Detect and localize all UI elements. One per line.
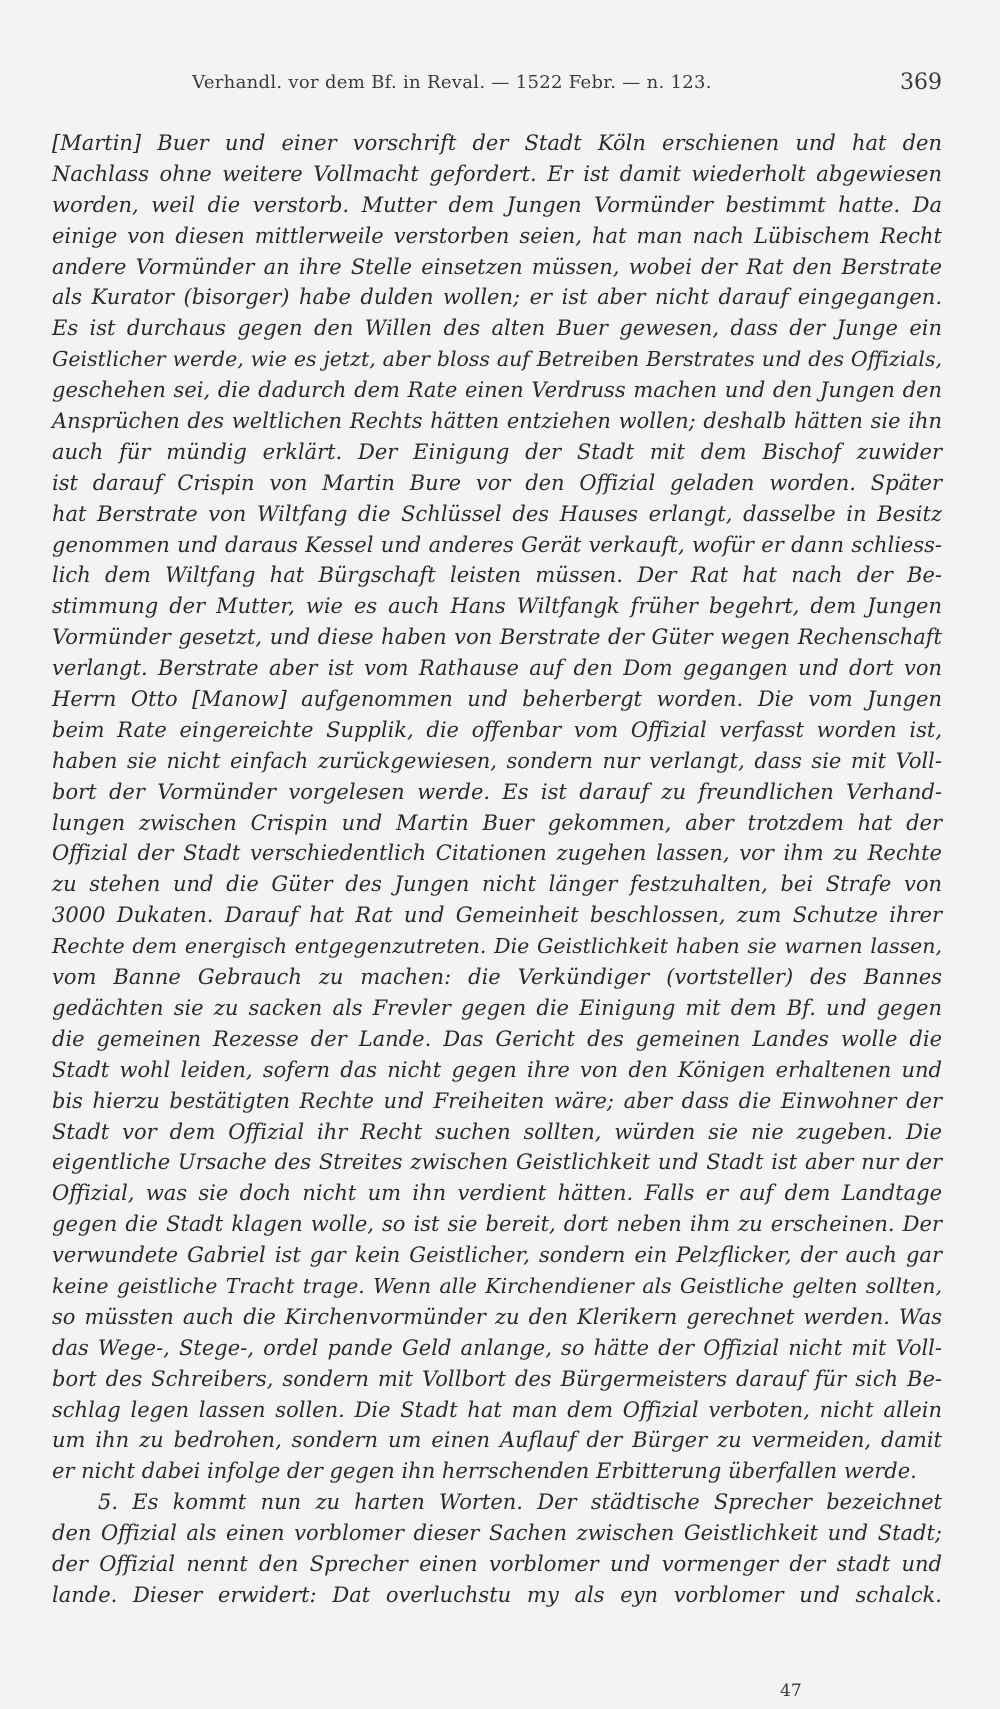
text-line: Stadt wohl leiden, sofern das nicht gegen ihre von den Königen erhaltenen und	[52, 1057, 942, 1082]
text-line: lungen zwischen Crispin und Martin Buer gekommen, aber trotzdem hat der	[52, 810, 942, 835]
text-line: hat Berstrate von Wiltfang die Schlüssel des Hauses erlangt, dasselbe in Besitz	[52, 501, 942, 526]
text-line: das Wege-, Stege-, ordel pande Geld anlange, so hätte der Offizial nicht mit Voll-	[52, 1335, 942, 1360]
text-line: Rechte dem energisch entgegenzutreten. Die Geistlichkeit haben sie warnen lassen,	[52, 934, 942, 959]
text-line: als Kurator (bisorger) habe dulden wollen; er ist aber nicht darauf eingegangen.	[52, 285, 942, 310]
text-line: den Offizial als einen vorblomer dieser Sachen zwischen Geistlichkeit und Stadt;	[52, 1521, 942, 1546]
page-header	[52, 72, 942, 112]
text-line: so müssten auch die Kirchenvormünder zu den Klerikern gerechnet werden. Was	[52, 1304, 942, 1329]
text-line: eigentliche Ursache des Streites zwischen Geistlichkeit und Stadt ist aber nur der	[52, 1150, 942, 1175]
text-line: lich dem Wiltfang hat Bürgschaft leisten müssen. Der Rat hat nach der Be-	[52, 563, 942, 588]
text-line: haben sie nicht einfach zurückgewiesen, sondern nur verlangt, dass sie mit Voll-	[52, 748, 942, 773]
text-line: Es ist durchaus gegen den Willen des alten Buer gewesen, dass der Junge ein	[52, 316, 942, 341]
text-line: geschehen sei, die dadurch dem Rate einen Verdruss machen und den Jungen den	[52, 378, 942, 403]
text-line: Herrn Otto [Manow] aufgenommen und beherbergt worden. Die vom Jungen	[52, 687, 942, 712]
text-line: Vormünder gesetzt, und diese haben von Berstrate der Güter wegen Rechenschaft	[52, 625, 942, 650]
text-line: um ihn zu bedrohen, sondern um einen Auflauf der Bürger zu vermeiden, damit	[52, 1428, 942, 1453]
text-line: er nicht dabei infolge der gegen ihn herrschenden Erbitterung überfallen werde.	[52, 1459, 917, 1484]
text-line: [Martin] Buer und einer vorschrift der Stadt Köln erschienen und hat den	[52, 131, 942, 155]
text-line: andere Vormünder an ihre Stelle einsetzen müssen, wobei der Rat den Berstrate	[52, 254, 942, 279]
text-line: verlangt. Berstrate aber ist vom Rathause auf den Dom gegangen und dort von	[52, 656, 942, 681]
text-line: verwundete Gabriel ist gar kein Geistlicher, sondern ein Pelzflicker, der auch gar	[52, 1243, 942, 1268]
text-line: stimmung der Mutter, wie es auch Hans Wiltfangk früher begehrt, dem Jungen	[52, 594, 942, 619]
text-line: Ansprüchen des weltlichen Rechts hätten entziehen wollen; deshalb hätten sie ihn	[52, 409, 942, 434]
text-line: auch für mündig erklärt. Der Einigung der Stadt mit dem Bischof zuwider	[52, 439, 942, 464]
text-line: bis hierzu bestätigten Rechte und Freiheiten wäre; aber dass die Einwohner der	[52, 1088, 942, 1113]
running-head: Verhandl. vor dem Bf. in Reval. — 1522 Febr. — n. 123.	[192, 72, 712, 93]
text-line: gedächten sie zu sacken als Frevler gegen die Einigung mit dem Bf. und gegen	[52, 995, 942, 1020]
text-line: zu stehen und die Güter des Jungen nicht länger festzuhalten, bei Strafe von	[52, 872, 942, 897]
text-line: ist darauf Crispin von Martin Bure vor den Offizial geladen worden. Später	[52, 470, 942, 495]
text-line: worden, weil die verstorb. Mutter dem Jungen Vormünder bestimmt hatte. Da	[52, 192, 942, 217]
signature-mark: 47	[780, 1681, 802, 1701]
text-line: Nachlass ohne weitere Vollmacht gefordert. Er ist damit wiederholt abgewiesen	[52, 161, 942, 186]
text-line: beim Rate eingereichte Supplik, die offenbar vom Offizial verfasst worden ist,	[52, 717, 942, 742]
text-line: lande. Dieser erwidert: Dat overluchstu my als eyn vorblomer und schalck.	[52, 1582, 942, 1607]
text-line: Stadt vor dem Offizial ihr Recht suchen sollten, würden sie nie zugeben. Die	[52, 1119, 942, 1144]
text-line: die gemeinen Rezesse der Lande. Das Gericht des gemeinen Landes wolle die	[52, 1026, 942, 1051]
text-line: 5. Es kommt nun zu harten Worten. Der städtische Sprecher bezeichnet	[98, 1490, 942, 1515]
text-line: schlag legen lassen sollen. Die Stadt hat man dem Offizial verboten, nicht allein	[52, 1397, 942, 1422]
text-line: einige von diesen mittlerweile verstorben seien, hat man nach Lübischem Recht	[52, 223, 942, 248]
text-line: gegen die Stadt klagen wolle, so ist sie bereit, dort neben ihm zu erscheinen. Der	[52, 1212, 942, 1237]
text-line: Offizial der Stadt verschiedentlich Citationen zugehen lassen, vor ihm zu Rechte	[52, 841, 942, 866]
text-line: der Offizial nennt den Sprecher einen vorblomer und vormenger der stadt und	[52, 1551, 942, 1576]
text-line: Offizial, was sie doch nicht um ihn verdient hätten. Falls er auf dem Landtage	[52, 1181, 942, 1206]
page-number: 369	[900, 70, 942, 95]
text-line: bort der Vormünder vorgelesen werde. Es ist darauf zu freundlichen Verhand-	[52, 779, 942, 804]
body-text	[52, 128, 942, 1611]
text-line: Geistlicher werde, wie es jetzt, aber bloss auf Betreiben Berstrates und des Offizials,	[52, 347, 942, 372]
text-line: keine geistliche Tracht trage. Wenn alle Kirchendiener als Geistliche gelten sollten,	[52, 1273, 942, 1298]
text-line: genommen und daraus Kessel und anderes Gerät verkauft, wofür er dann schliess-	[52, 532, 942, 557]
text-line: 3000 Dukaten. Darauf hat Rat und Gemeinheit beschlossen, zum Schutze ihrer	[52, 903, 942, 928]
text-line: bort des Schreibers, sondern mit Vollbort des Bürgermeisters darauf für sich Be-	[52, 1366, 942, 1391]
text-line: vom Banne Gebrauch zu machen: die Verkündiger (vortsteller) des Bannes	[52, 965, 942, 990]
